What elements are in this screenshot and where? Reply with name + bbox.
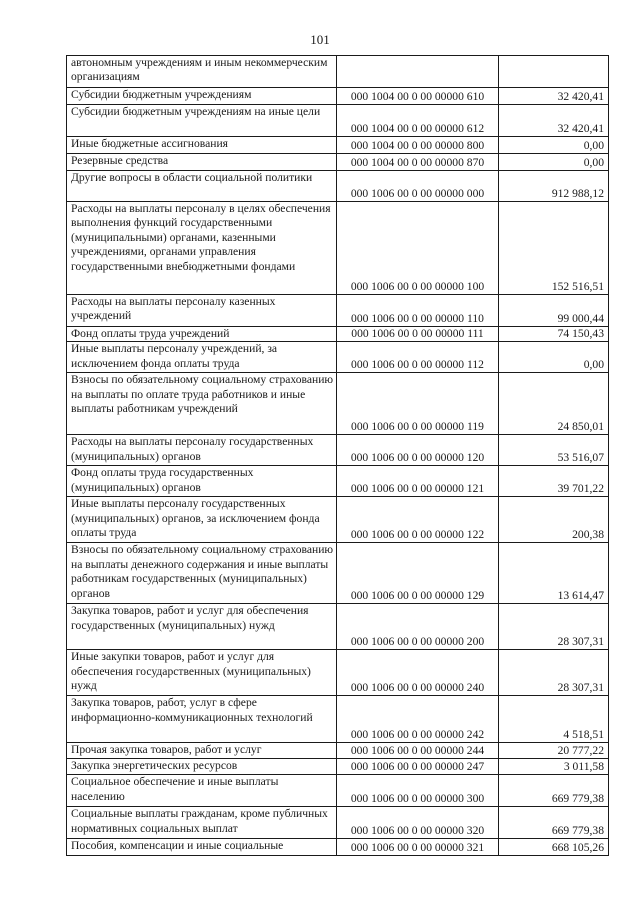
- row-amount-cell: 28 307,31: [499, 650, 609, 696]
- row-name-cell: Расходы на выплаты персоналу государственных (муниципальных) органов: [67, 435, 337, 466]
- row-code-cell: 000 1006 00 0 00 00000 242: [337, 696, 499, 743]
- row-amount-cell: 20 777,22: [499, 743, 609, 759]
- table-row: [67, 466, 609, 497]
- table-row: [67, 137, 609, 154]
- table-row: [67, 543, 609, 604]
- table-body: [67, 56, 609, 856]
- row-amount-cell: 669 779,38: [499, 775, 609, 807]
- table-row: [67, 435, 609, 466]
- row-name-cell: Иные выплаты персоналу учреждений, за исключением фонда оплаты труда: [67, 342, 337, 373]
- row-name-cell: Резервные средства: [67, 154, 337, 171]
- row-amount-cell: 0,00: [499, 154, 609, 171]
- row-amount-cell: 99 000,44: [499, 295, 609, 327]
- row-amount-cell: 13 614,47: [499, 543, 609, 604]
- row-name-cell: Социальное обеспечение и иные выплаты населению: [67, 775, 337, 807]
- row-code-cell: 000 1006 00 0 00 00000 119: [337, 373, 499, 435]
- table-row: [67, 696, 609, 743]
- row-amount-cell: 4 518,51: [499, 696, 609, 743]
- table-row: [67, 497, 609, 543]
- row-name-cell: Пособия, компенсации и иные социальные: [67, 839, 337, 856]
- row-name-cell: Взносы по обязательному социальному страхованию на выплаты по оплате труда работников и иные выплаты работникам учреждений: [67, 373, 337, 435]
- row-amount-cell: 912 988,12: [499, 171, 609, 202]
- row-amount-cell: 152 516,51: [499, 202, 609, 295]
- row-name-cell: Закупка энергетических ресурсов: [67, 759, 337, 775]
- row-code-cell: 000 1004 00 0 00 00000 800: [337, 137, 499, 154]
- row-code-cell: 000 1004 00 0 00 00000 612: [337, 105, 499, 137]
- row-amount-cell: 200,38: [499, 497, 609, 543]
- row-name-cell: Субсидии бюджетным учреждениям: [67, 88, 337, 105]
- row-name-cell: Иные бюджетные ассигнования: [67, 137, 337, 154]
- row-name-cell: Субсидии бюджетным учреждениям на иные цели: [67, 105, 337, 137]
- row-name-cell: Прочая закупка товаров, работ и услуг: [67, 743, 337, 759]
- row-amount-cell: 74 150,43: [499, 327, 609, 342]
- row-code-cell: 000 1006 00 0 00 00000 240: [337, 650, 499, 696]
- row-name-cell: Другие вопросы в области социальной политики: [67, 171, 337, 202]
- row-amount-cell: 32 420,41: [499, 105, 609, 137]
- row-code-cell: 000 1006 00 0 00 00000 300: [337, 775, 499, 807]
- row-amount-cell: 0,00: [499, 137, 609, 154]
- row-code-cell: 000 1006 00 0 00 00000 244: [337, 743, 499, 759]
- row-code-cell: 000 1006 00 0 00 00000 247: [337, 759, 499, 775]
- row-code-cell: 000 1006 00 0 00 00000 000: [337, 171, 499, 202]
- row-name-cell: Взносы по обязательному социальному страхованию на выплаты денежного содержания и иные выплаты работникам государственных (муниципальных) органов: [67, 543, 337, 604]
- row-name-cell: Закупка товаров, работ и услуг для обеспечения государственных (муниципальных) нужд: [67, 604, 337, 650]
- page-number: 101: [310, 32, 330, 47]
- row-name-cell: Расходы на выплаты персоналу в целях обеспечения выполнения функций государственными (муниципальными) органами, казенными учреждениями, органами управления государственными внебюджетными фондами: [67, 202, 337, 295]
- row-amount-cell: 39 701,22: [499, 466, 609, 497]
- row-code-cell: 000 1006 00 0 00 00000 200: [337, 604, 499, 650]
- row-amount-cell: 28 307,31: [499, 604, 609, 650]
- row-amount-cell: 53 516,07: [499, 435, 609, 466]
- table-row: [67, 604, 609, 650]
- row-name-cell: Иные выплаты персоналу государственных (муниципальных) органов, за исключением фонда оплаты труда: [67, 497, 337, 543]
- table-row: [67, 171, 609, 202]
- table-row: [67, 650, 609, 696]
- row-code-cell: [337, 56, 499, 88]
- row-code-cell: 000 1006 00 0 00 00000 121: [337, 466, 499, 497]
- row-name-cell: Фонд оплаты труда государственных (муниципальных) органов: [67, 466, 337, 497]
- row-name-cell: Расходы на выплаты персоналу казенных учреждений: [67, 295, 337, 327]
- row-code-cell: 000 1006 00 0 00 00000 100: [337, 202, 499, 295]
- table-row: [67, 295, 609, 327]
- table-row: [67, 327, 609, 342]
- row-name-cell: Закупка товаров, работ, услуг в сфере информационно-коммуникационных технологий: [67, 696, 337, 743]
- row-code-cell: 000 1004 00 0 00 00000 610: [337, 88, 499, 105]
- table-row: [67, 743, 609, 759]
- row-code-cell: 000 1004 00 0 00 00000 870: [337, 154, 499, 171]
- row-amount-cell: 3 011,58: [499, 759, 609, 775]
- row-name-cell: Иные закупки товаров, работ и услуг для обеспечения государственных (муниципальных) нужд: [67, 650, 337, 696]
- table-row: [67, 373, 609, 435]
- row-code-cell: 000 1006 00 0 00 00000 111: [337, 327, 499, 342]
- table-row: [67, 88, 609, 105]
- row-name-cell: автономным учреждениям и иным некоммерческим организациям: [67, 56, 337, 88]
- table-row: [67, 202, 609, 295]
- row-code-cell: 000 1006 00 0 00 00000 110: [337, 295, 499, 327]
- table-row: [67, 807, 609, 839]
- row-amount-cell: 669 779,38: [499, 807, 609, 839]
- row-code-cell: 000 1006 00 0 00 00000 120: [337, 435, 499, 466]
- row-code-cell: 000 1006 00 0 00 00000 122: [337, 497, 499, 543]
- table-row: [67, 759, 609, 775]
- row-name-cell: Социальные выплаты гражданам, кроме публичных нормативных социальных выплат: [67, 807, 337, 839]
- row-amount-cell: 668 105,26: [499, 839, 609, 856]
- row-code-cell: 000 1006 00 0 00 00000 129: [337, 543, 499, 604]
- row-amount-cell: 0,00: [499, 342, 609, 373]
- table-row: [67, 154, 609, 171]
- table-row: [67, 839, 609, 856]
- table-row: [67, 56, 609, 88]
- row-code-cell: 000 1006 00 0 00 00000 320: [337, 807, 499, 839]
- row-name-cell: Фонд оплаты труда учреждений: [67, 327, 337, 342]
- budget-table: [66, 55, 609, 856]
- row-code-cell: 000 1006 00 0 00 00000 112: [337, 342, 499, 373]
- table-row: [67, 775, 609, 807]
- row-amount-cell: [499, 56, 609, 88]
- table-row: [67, 105, 609, 137]
- row-amount-cell: 32 420,41: [499, 88, 609, 105]
- row-code-cell: 000 1006 00 0 00 00000 321: [337, 839, 499, 856]
- row-amount-cell: 24 850,01: [499, 373, 609, 435]
- table-row: [67, 342, 609, 373]
